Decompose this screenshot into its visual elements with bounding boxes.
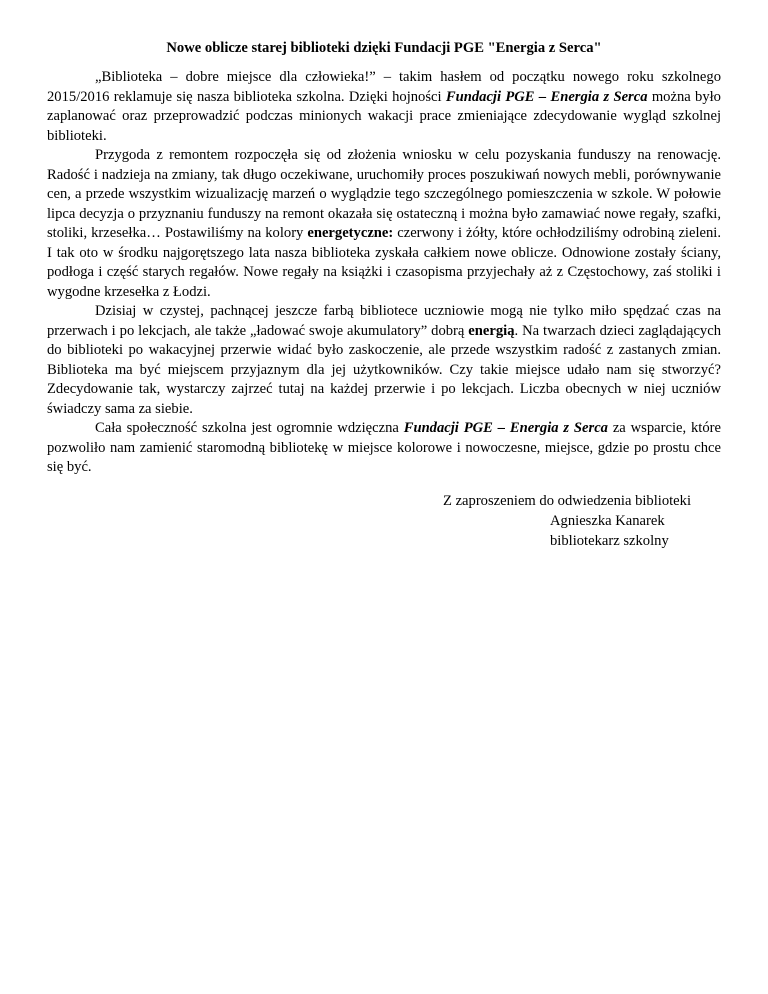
paragraph-4-text-a: Cała społeczność szkolna jest ogromnie wdzięczna [95,420,404,436]
paragraph-4 [47,419,721,478]
paragraph-2 [47,146,721,302]
paragraph-3 [47,302,721,419]
paragraph-1-foundation-name: Fundacji PGE – Energia z Serca [445,88,648,105]
paragraph-4-foundation-name: Fundacji PGE – Energia z Serca [403,420,608,436]
paragraph-2-text-a: Przygoda z remontem rozpoczęła się od złożenia wniosku w celu pozyskania funduszy na renowację. Radość i nadzieja na zmiany, tak długo oczekiwane, uruchomiły proces poszukiwań nowych mebli, porównywanie cen, a przede wszystkim wizualizację marzeń o wyglądzie tego szczególnego pomieszczenia w szkole. W połowie lipca decyzja o przyznaniu funduszy na remont okazała się ostateczną i można było zamawiać nowe regały, szafki, stoliki, krzesełka… Postawiliśmy na kolory [47,147,721,241]
paragraph-1 [47,68,721,146]
paragraph-1-text-b: można było zaplanować oraz przeprowadzić podczas minionych wakacji prace zmieniające zdecydowanie wygląd szkolnej biblioteki. [47,88,721,144]
signature-name: Agnieszka Kanarek [550,513,665,529]
signature-block [443,491,691,551]
paragraph-3-text-a: Dzisiaj w czystej, pachnącej jeszcze farbą bibliotece uczniowie mogą nie tylko miło spędzać czas na przerwach i po lekcjach, ale także „ładować swoje akumulatory” dobrą [47,303,721,339]
paragraph-2-emphasis: energetyczne: [307,225,394,241]
paragraph-3-text-b: . Na twarzach dzieci zaglądających do biblioteki po wakacyjnej przerwie widać było zaskoczenie, ale przede wszystkim radość z zastanych zmian. Biblioteka ma być miejscem przyjaznym dla jej użytkowników. Czy takie miejsce udało nam się stworzyć? Zdecydowanie tak, wystarczy zajrzeć tutaj na każdej przerwie i po lekcjach. Liczba obecnych w niej uczniów świadczy sama za siebie. [47,322,721,417]
paragraph-4-text-b: za wsparcie, które pozwoliło nam zamienić staromodną bibliotekę w miejsce kolorowe i nowoczesne, miejsce, gdzie po prostu chce się być. [47,420,721,475]
document-title: Nowe oblicze starej biblioteki dzięki Fundacji PGE "Energia z Serca" [166,40,602,56]
paragraph-1-text-a: „Biblioteka – dobre miejsce dla człowieka!” – takim hasłem od początku nowego roku szkolnego 2015/2016 reklamuje się nasza biblioteka szkolna. Dzięki hojności [47,69,721,105]
signature-invitation: Z zaproszeniem do odwiedzenia biblioteki [443,493,692,509]
document-page [47,38,721,478]
paragraph-3-emphasis: energią [468,322,515,339]
signature-role: bibliotekarz szkolny [550,533,669,549]
paragraph-2-text-b: czerwony i żółty, które ochłodziliśmy odrobiną zieleni. I tak oto w środku najgorętszego lata nasza biblioteka zyskała całkiem nowe oblicze. Odnowione zostały ściany, podłoga i część starych regałów. Nowe regały na książki i czasopisma przyjechały aż z Częstochowy, zaś stoliki i wygodne krzesełka z Łodzi. [47,225,721,300]
